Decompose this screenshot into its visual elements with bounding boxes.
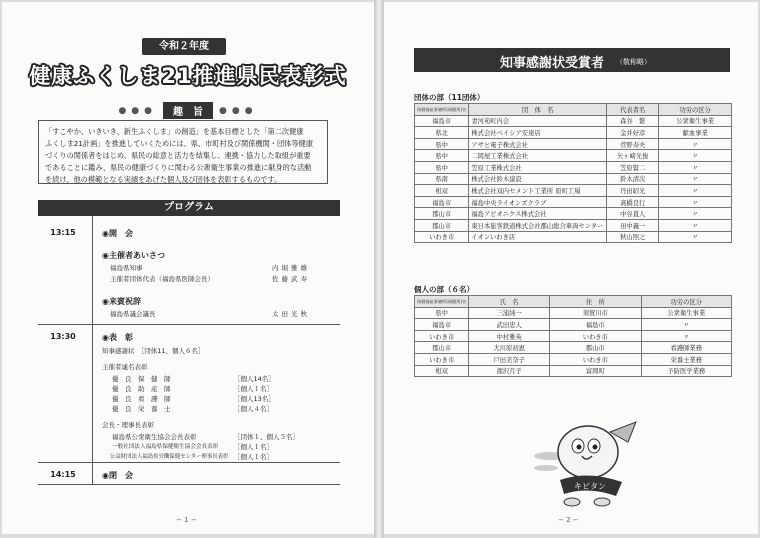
time-label: 13:15 [50, 228, 76, 237]
table-cell: 大川原初恵 [469, 342, 550, 354]
guest-name: 太田光秋 [272, 310, 310, 318]
table-row [415, 231, 732, 243]
section-divider [38, 462, 340, 463]
table-row [415, 173, 732, 185]
award-item: 一般社団法人福島県保健衛生協会会長表彰 [112, 444, 219, 450]
table-cell: 〃 [659, 161, 732, 173]
award-item: 優 良 栄 養 士 [112, 405, 171, 413]
time-label: 14:15 [50, 470, 76, 479]
dots-decoration: ●●● [219, 105, 258, 116]
award-item: 優 良 助 産 師 [112, 385, 171, 393]
speed-line [534, 465, 558, 471]
greeting-role: 福島県知事 [110, 264, 143, 272]
column-header: 団 体 名 [469, 104, 607, 116]
program-header: プログラム [38, 200, 340, 216]
guest-role: 福島県議会議長 [110, 310, 156, 318]
table-cell: 相双 [415, 185, 469, 197]
table-cell: 〃 [641, 330, 731, 342]
group-section-label: 団体の部（11団体） [414, 93, 485, 102]
table-cell: 髙橋良行 [607, 196, 659, 208]
table-row [415, 219, 732, 231]
section-divider [38, 324, 340, 325]
dots-decoration: ●●● [118, 105, 157, 116]
table-row [415, 353, 732, 365]
greeting-role: 主催者団体代表（福島県医師会長） [110, 275, 214, 283]
table-cell: 県中 [415, 138, 469, 150]
event-greeting: ◉主催者あいさつ [102, 251, 165, 260]
table-cell: 二岡屋工業株式会社 [469, 150, 607, 162]
honorific-note: （敬称略） [616, 58, 651, 66]
table-row [415, 365, 732, 377]
table-cell: 〃 [659, 208, 732, 220]
award-chair-heading: 会長・理事長表彰 [102, 421, 154, 429]
column-header: 保健福祉事務所(保健所)名 [415, 104, 469, 116]
table-cell: 丹田昭光 [607, 185, 659, 197]
table-cell: 株式会社鈴木建設 [469, 173, 607, 185]
table-cell: 菅野寿夫 [607, 138, 659, 150]
table-cell: イオンいわき店 [469, 231, 607, 243]
mascot-head [558, 426, 618, 478]
award-count: ［個人13名］ [234, 395, 275, 403]
column-header: 功労の区分 [641, 296, 731, 308]
greeting-name: 内堀雅雄 [272, 264, 310, 272]
award-count: ［個人１名］ [234, 453, 273, 461]
table-cell: いわき市 [415, 353, 469, 365]
table-cell: 笠原賢二 [607, 161, 659, 173]
table-cell: 郡山市 [550, 342, 641, 354]
award-item: 優 良 保 健 師 [112, 375, 171, 383]
year-badge: 令和２年度 [142, 38, 226, 55]
purpose-line: ふくしま21計画」を推進していくためには、県、市町村及び関係機関・団体等健康 [45, 139, 313, 148]
table-cell: 県中 [415, 161, 469, 173]
page-fold [374, 0, 384, 538]
section-divider [38, 484, 340, 485]
table-row [415, 307, 732, 319]
table-row [415, 342, 732, 354]
table-cell: 東日本旅客鉄道株式会社郡山総合車両センター [469, 219, 607, 231]
column-header: 住 所 [550, 296, 641, 308]
table-cell: 〃 [659, 219, 732, 231]
group-table [414, 103, 732, 243]
award-host-heading: 主催者連名表彰 [102, 363, 148, 371]
table-cell: 中谷直人 [607, 208, 659, 220]
table-cell: 郡山市 [415, 342, 469, 354]
table-cell: 〃 [659, 138, 732, 150]
table-header-row [415, 104, 732, 116]
purpose-text-box [38, 120, 328, 184]
purpose-line: づくりの関係者をはじめ、県民の総意と活力を結集し、連携・協力した取組が重要 [45, 151, 311, 160]
award-item: 福島県公衆衛生協会会長表彰 [112, 433, 197, 441]
event-closing: ◉閉 会 [102, 471, 133, 480]
table-cell: いわき市 [415, 330, 469, 342]
award-count: ［個人４名］ [234, 405, 273, 413]
table-row [415, 196, 732, 208]
table-cell: いわき市 [550, 353, 641, 365]
purpose-heading [2, 100, 374, 118]
table-row [415, 208, 732, 220]
pupil [577, 445, 582, 450]
event-award: ◉表 彰 [102, 333, 133, 342]
award-governor: 知事感謝状 ［団体11、個人６名］ [102, 347, 205, 355]
column-header: 功労の区分 [659, 104, 732, 116]
purpose-line: 「すこやか、いきいき、新生ふくしま」の創造」を基本目標とした「第二次健康 [45, 127, 304, 136]
table-cell: 三浦純一 [469, 307, 550, 319]
program-timeline [38, 216, 340, 486]
table-cell: 福島中央ライオンズクラブ [469, 196, 607, 208]
table-cell: 県北 [415, 127, 469, 139]
right-page [384, 2, 758, 534]
award-count: ［個人１名］ [234, 385, 273, 393]
kibitan-mascot [532, 402, 642, 512]
table-cell: 看護師業務 [641, 342, 731, 354]
table-cell: 戸田美奈子 [469, 353, 550, 365]
column-header: 氏 名 [469, 296, 550, 308]
table-cell: 妻河苑町内会 [469, 115, 607, 127]
table-cell: 〃 [659, 196, 732, 208]
table-cell: 公衆衛生事業 [659, 115, 732, 127]
table-row [415, 138, 732, 150]
sash-text: キビタン [574, 482, 606, 491]
purpose-line: であることに鑑み、県民の健康づくりに関わる公衆衛生事業の推進に献身的な活動 [45, 163, 312, 172]
table-cell: 森谷 繁 [607, 115, 659, 127]
left-page [2, 2, 374, 534]
table-cell: 福島市 [415, 115, 469, 127]
table-cell: いわき市 [550, 330, 641, 342]
table-row [415, 150, 732, 162]
individual-table [414, 295, 732, 377]
table-cell: 献血事業 [659, 127, 732, 139]
timeline-divider [92, 216, 93, 484]
table-cell: 福島市 [415, 319, 469, 331]
event-guest: ◉来賓祝辞 [102, 297, 141, 306]
table-row [415, 161, 732, 173]
table-cell: 〃 [659, 185, 732, 197]
table-cell: 武田忠人 [469, 319, 550, 331]
table-cell: 〃 [659, 150, 732, 162]
table-row [415, 330, 732, 342]
table-row [415, 185, 732, 197]
table-cell: 〃 [641, 319, 731, 331]
table-row [415, 319, 732, 331]
table-cell: 笠原工業株式会社 [469, 161, 607, 173]
table-cell: 富岡町 [550, 365, 641, 377]
table-cell: 株式会社双内セメント工業所 原町工場 [469, 185, 607, 197]
table-cell: 秋山照之 [607, 231, 659, 243]
table-cell: 福島市 [415, 196, 469, 208]
award-count: ［個人１名］ [234, 443, 273, 451]
greeting-name: 佐藤武寿 [272, 275, 310, 283]
table-cell: 中村雅英 [469, 330, 550, 342]
table-cell: 栄養士業務 [641, 353, 731, 365]
table-cell: 公衆衛生事業 [641, 307, 731, 319]
table-cell: 福島市 [550, 319, 641, 331]
page-title: 健康ふくしま21推進県民表彰式 [29, 64, 347, 88]
table-cell: 県中 [415, 150, 469, 162]
foot [564, 498, 580, 506]
table-cell: 県中 [415, 307, 469, 319]
table-cell: 矢ヶ崎光俊 [607, 150, 659, 162]
award-count: ［個人14名］ [234, 375, 275, 383]
table-cell: 郡山市 [415, 208, 469, 220]
page-number: − 1 − [176, 516, 197, 524]
award-item: 優 良 看 護 師 [112, 395, 171, 403]
table-cell: 株式会社ベイシア安達店 [469, 127, 607, 139]
foot [594, 498, 610, 506]
table-cell: いわき市 [415, 231, 469, 243]
title-banner [414, 48, 730, 72]
table-cell: 〃 [659, 231, 732, 243]
column-header: 代表者名 [607, 104, 659, 116]
page-number: − 2 − [558, 516, 579, 524]
table-cell: 金井好彦 [607, 127, 659, 139]
table-cell: 須賀川市 [550, 307, 641, 319]
column-header: 保健福祉事務所(保健所)名 [415, 296, 469, 308]
purpose-line: を続け、他の模範となる実績をあげた個人及び団体を表彰するものです。 [45, 175, 282, 184]
table-cell: 渥沢月子 [469, 365, 550, 377]
individual-section-label: 個人の部（６名） [414, 285, 474, 294]
awardees-title: 知事感謝状受賞者 [500, 56, 605, 71]
table-cell: 〃 [659, 173, 732, 185]
award-item: 公益財団法人福島県労働保健センター理事長表彰 [110, 454, 229, 460]
table-cell: 鈴木清次 [607, 173, 659, 185]
table-cell: 福島アビオニクス株式会社 [469, 208, 607, 220]
table-cell: アサヒ電子株式会社 [469, 138, 607, 150]
table-header-row [415, 296, 732, 308]
table-cell: 予防医学業務 [641, 365, 731, 377]
table-cell: 県南 [415, 173, 469, 185]
table-cell: 田中義一 [607, 219, 659, 231]
time-label: 13:30 [50, 332, 76, 341]
table-cell: 郡山市 [415, 219, 469, 231]
table-row [415, 127, 732, 139]
table-row [415, 115, 732, 127]
event-opening: ◉開 会 [102, 229, 133, 238]
table-cell: 相双 [415, 365, 469, 377]
pupil [593, 445, 598, 450]
purpose-label: 趣 旨 [163, 102, 213, 119]
award-count: ［団体１、個人５名］ [234, 433, 299, 441]
